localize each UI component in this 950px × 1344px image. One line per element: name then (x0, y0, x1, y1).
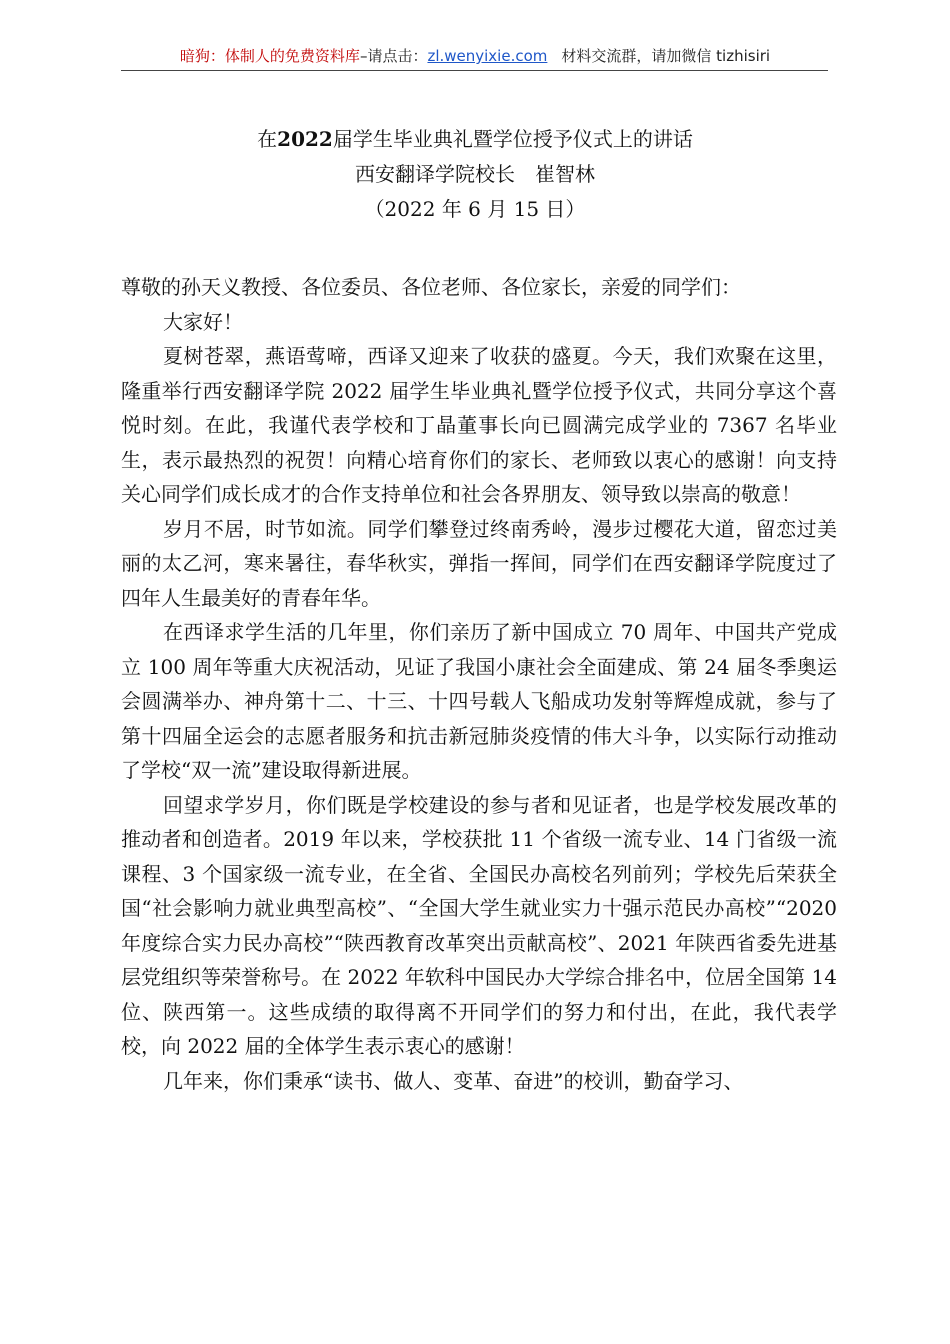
header-link[interactable]: zl.wenyixie.com (427, 47, 548, 65)
paragraph-greeting: 大家好！ (163, 309, 243, 334)
title-year: 2022 (277, 127, 333, 151)
paragraph: 岁月不居，时节如流。同学们攀登过终南秀岭，漫步过樱花大道，留恋过美丽的太乙河，寒来暑往，春华秋实，弹指一挥间，同学们在西安翻译学院度过了四年人生最美好的青春年华。 (121, 516, 837, 610)
paragraph: 几年来，你们秉承“读书、做人、变革、奋进”的校训，勤奋学习、 (163, 1068, 744, 1093)
title-suffix: 届学生毕业典礼暨学位授予仪式上的讲话 (332, 127, 693, 151)
salutation: 尊敬的孙天义教授、各位委员、各位老师、各位家长，亲爱的同学们： (121, 275, 741, 299)
header-contact: 材料交流群，请加微信 tizhisiri (561, 47, 771, 65)
title-prefix: 在 (257, 127, 278, 151)
paragraph: 在西译求学生活的几年里，你们亲历了新中国成立 70 周年、中国共产党成立 100 周年等重大庆祝活动，见证了我国小康社会全面建成、第 24 届冬季奥运会圆满举办、神舟第十二、十三、十四号载人飞船成功发射等辉煌成就，参与了第十四届全运会的志愿者服务和抗击新冠肺炎疫情的伟大斗争，以实际行动推动了学校“双一流”建设取得新进展。 (121, 620, 837, 782)
header-prompt: –请点击： (359, 47, 428, 65)
document-author: 西安翻译学院校长 崔智林 (355, 162, 595, 186)
document-title-block (0, 122, 950, 227)
paragraph: 回望求学岁月，你们既是学校建设的参与者和见证者，也是学校发展改革的推动者和创造者。2019 年以来，学校获批 11 个省级一流专业、14 门省级一流课程、3 个国家级一流专业，在全省、全国民办高校名列前列；学校先后荣获全国“社会影响力就业典型高校”、“全国大学生就业实力十强示范民办高校”“2020 年度综合实力民办高校”“陕西教育改革突出贡献高校”、2021 年陕西省委先进基层党组织等荣誉称号。在 2022 年软科中国民办大学综合排名中，位居全国第 14 位、陕西第一。这些成绩的取得离不开同学们的努力和付出，在此，我代表学校，向 2022 届的全体学生表示衷心的感谢！ (121, 792, 837, 1058)
document-body (121, 270, 837, 1098)
page-header (0, 46, 950, 66)
header-divider (121, 70, 828, 71)
paragraph: 夏树苍翠，燕语莺啼，西译又迎来了收获的盛夏。今天，我们欢聚在这里，隆重举行西安翻译学院 2022 届学生毕业典礼暨学位授予仪式，共同分享这个喜悦时刻。在此，我谨代表学校和丁晶董事长向已圆满完成学业的 7367 名毕业生，表示最热烈的祝贺！向精心培育你们的家长、老师致以衷心的感谢！向支持关心同学们成长成才的合作支持单位和社会各界朋友、领导致以崇高的敬意！ (121, 344, 837, 506)
document-title (0, 122, 950, 157)
document-date: （2022 年 6 月 15 日） (364, 197, 586, 221)
header-brand: 暗狗：体制人的免费资料库 (179, 47, 360, 65)
